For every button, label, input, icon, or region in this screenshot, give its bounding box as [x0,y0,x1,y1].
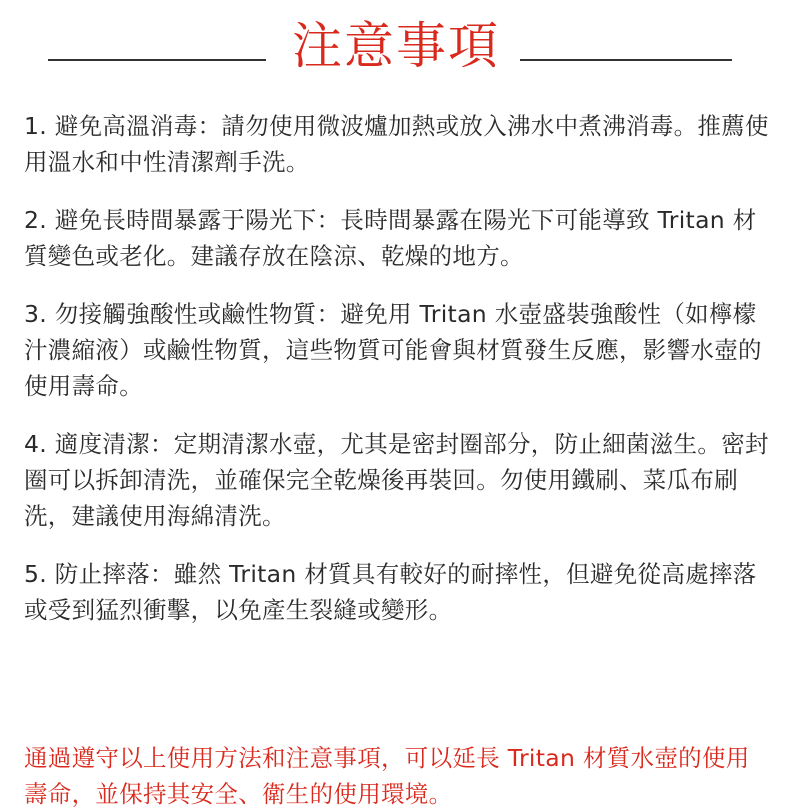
precaution-item-2: 2. 避免長時間暴露于陽光下：長時間暴露在陽光下可能導致 Tritan 材質變色或老化。建議存放在陰涼、乾燥的地方。 [24,206,757,270]
precaution-item-4: 4. 適度清潔：定期清潔水壺，尤其是密封圈部分，防止細菌滋生。密封圈可以拆卸清洗，並確保完全乾燥後再裝回。勿使用鐵刷、菜瓜布刷洗，建議使用海綿清洗。 [24,430,769,530]
title-divider-right [520,59,732,61]
precaution-item-3: 3. 勿接觸強酸性或鹼性物質：避免用 Tritan 水壺盛裝強酸性（如檸檬汁濃縮液）或鹼性物質，這些物質可能會與材質發生反應，影響水壺的使用壽命。 [24,300,762,400]
closing-note: 通過遵守以上使用方法和注意事項，可以延長 Tritan 材質水壺的使用壽命，並保持其安全、衛生的使用環境。 [24,743,750,808]
precaution-item-5: 5. 防止摔落：雖然 Tritan 材質具有較好的耐摔性，但避免從高處摔落或受到猛烈衝擊，以免產生裂縫或變形。 [24,560,757,624]
precaution-item-1: 1. 避免高溫消毒：請勿使用微波爐加熱或放入沸水中煮沸消毒。推薦使用溫水和中性清潔劑手洗。 [24,112,769,176]
page-title: 注意事項 [292,17,500,75]
title-divider-left [48,59,266,61]
precautions-list [24,108,770,650]
title-row [0,14,800,84]
